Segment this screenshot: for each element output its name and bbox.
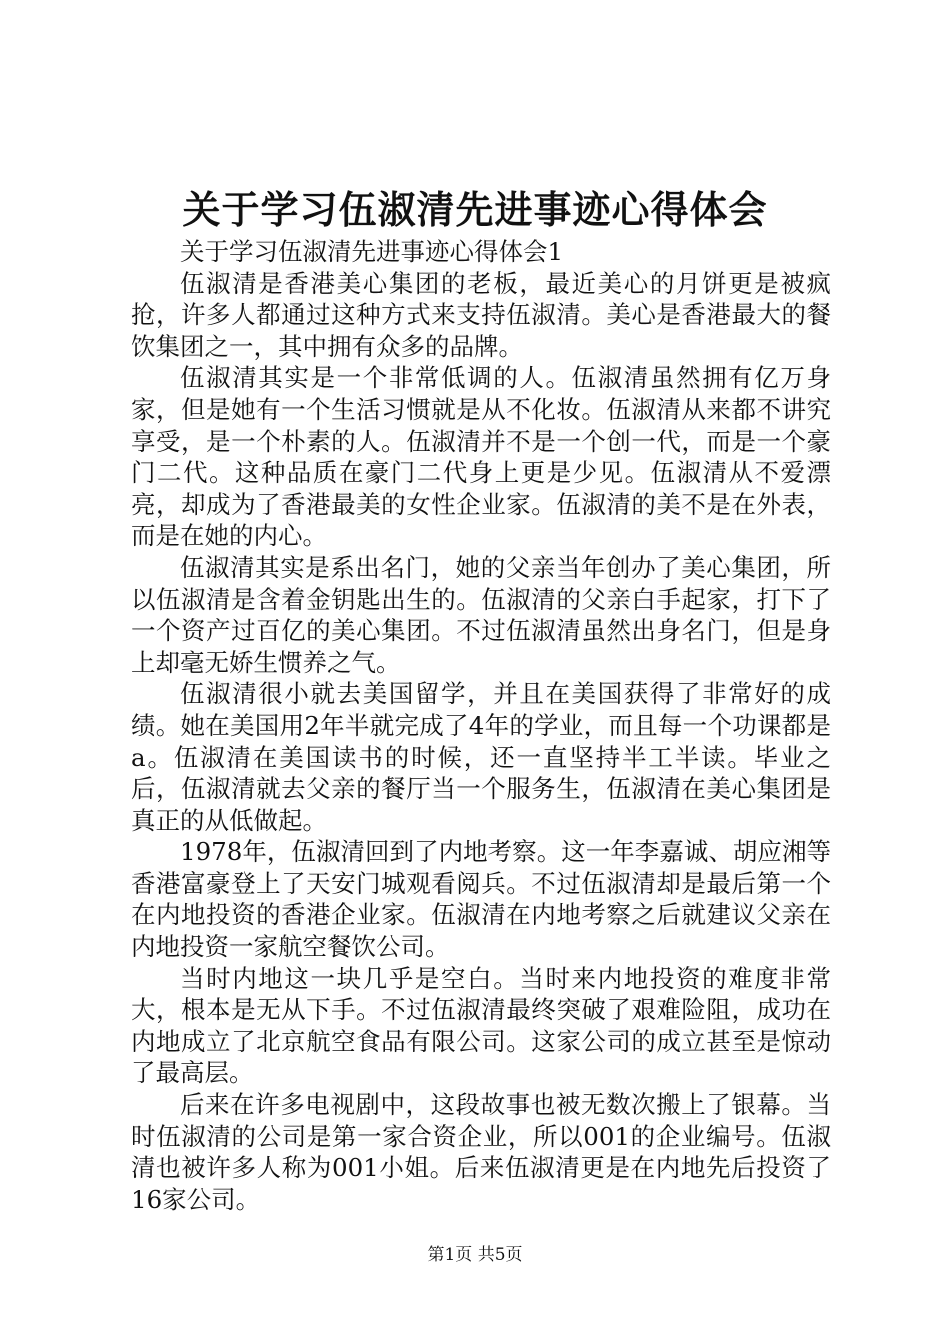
paragraph-subtitle: 关于学习伍淑清先进事迹心得体会1: [180, 237, 564, 266]
paragraph: 1978年，伍淑清回到了内地考察。这一年李嘉诚、胡应湘等香港富豪登上了天安门城观看阅兵。不过伍淑清却是最后第一个在内地投资的香港企业家。伍淑清在内地考察之后就建议父亲在内地投资一家航空餐饮公司。: [131, 837, 831, 962]
paragraph: 后来在许多电视剧中，这段故事也被无数次搬上了银幕。当时伍淑清的公司是第一家合资企业，所以001的企业编号。伍淑清也被许多人称为001小姐。后来伍淑清更是在内地先后投资了16家公司。: [131, 1090, 831, 1214]
paragraph: 当时内地这一块几乎是空白。当时来内地投资的难度非常大，根本是无从下手。不过伍淑清最终突破了艰难险阻，成功在内地成立了北京航空食品有限公司。这家公司的成立甚至是惊动了最高层。: [131, 963, 831, 1088]
paragraph: 伍淑清很小就去美国留学，并且在美国获得了非常好的成绩。她在美国用2年半就完成了4年的学业，而且每一个功课都是a。伍淑清在美国读书的时候，还一直坚持半工半读。毕业之后，伍淑清就去父亲的餐厅当一个服务生，伍淑清在美心集团是真正的从低做起。: [131, 679, 831, 835]
paragraph: 伍淑清是香港美心集团的老板，最近美心的月饼更是被疯抢，许多人都通过这种方式来支持伍淑清。美心是香港最大的餐饮集团之一，其中拥有众多的品牌。: [131, 268, 831, 361]
document-body: [131, 236, 831, 1215]
paragraph: 伍淑清其实是一个非常低调的人。伍淑清虽然拥有亿万身家，但是她有一个生活习惯就是从不化妆。伍淑清从来都不讲究享受，是一个朴素的人。伍淑清并不是一个创一代，而是一个豪门二代。这种品质在豪门二代身上更是少见。伍淑清从不爱漂亮，却成为了香港最美的女性企业家。伍淑清的美不是在外表，而是在她的内心。: [131, 363, 831, 551]
paragraph: 伍淑清其实是系出名门，她的父亲当年创办了美心集团，所以伍淑清是含着金钥匙出生的。伍淑清的父亲白手起家，打下了一个资产过百亿的美心集团。不过伍淑清虽然出身名门，但是身上却毫无娇生惯养之气。: [131, 552, 831, 677]
page-number-footer: 第1页 共5页: [427, 1245, 523, 1265]
document-title: 关于学习伍淑清先进事迹心得体会: [182, 187, 768, 232]
